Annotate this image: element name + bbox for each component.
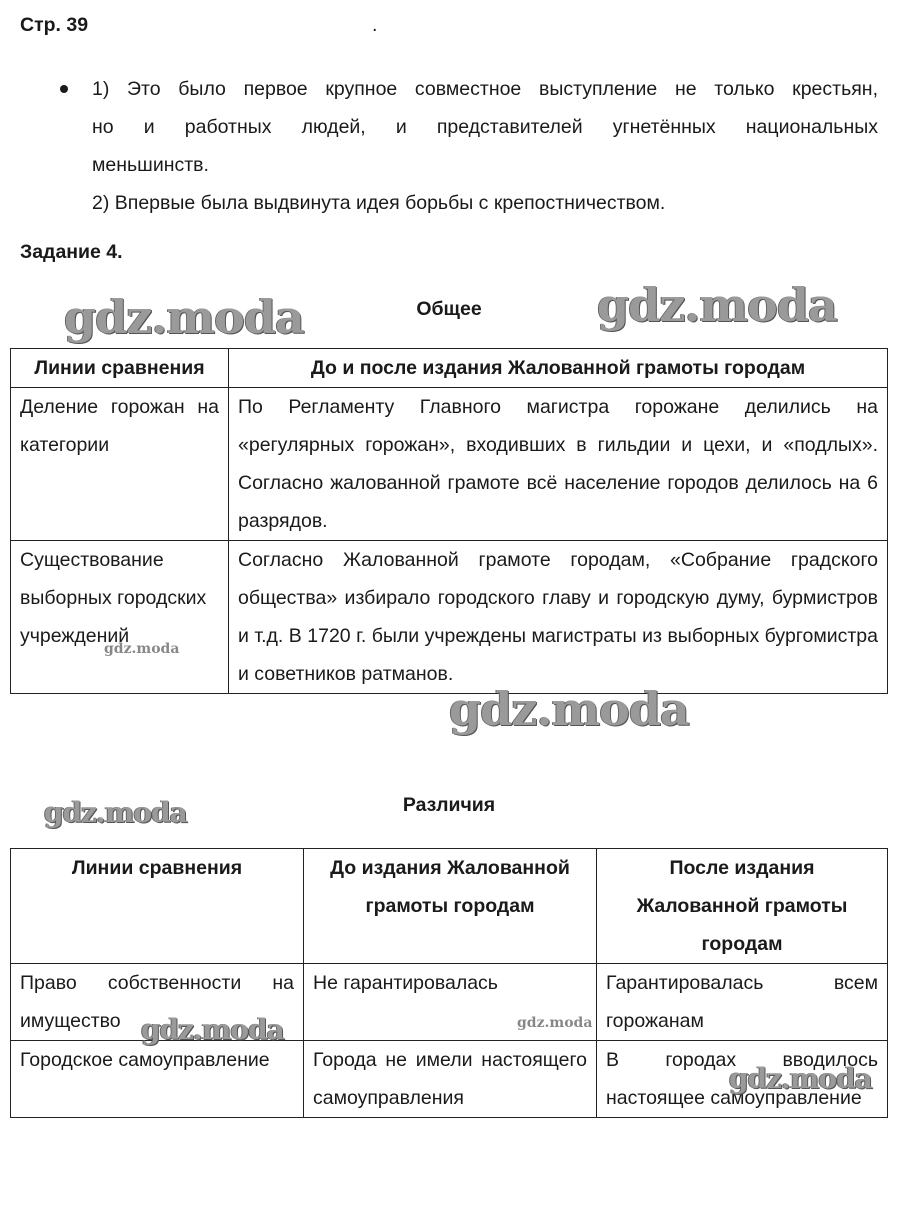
common-section-title: Общее — [416, 298, 482, 320]
watermark: gdz.moda — [449, 682, 689, 736]
list-item — [56, 70, 878, 222]
header-cell-comparison-line: Линии сравнения — [11, 849, 304, 964]
answer-bullet-list — [56, 70, 878, 222]
watermark: gdz.moda — [597, 278, 837, 332]
watermark: gdz.moda — [64, 290, 304, 344]
stray-dot-mark: . — [372, 14, 378, 36]
header-cell-before-after: До и после издания Жалованной грамоты городам — [229, 349, 888, 388]
table-row — [11, 388, 888, 541]
differences-section-title: Различия — [402, 794, 496, 816]
watermark: gdz.moda — [729, 1062, 872, 1095]
table-header-row — [11, 349, 888, 388]
page-number-label: Стр. 39 — [20, 14, 89, 36]
bullet-dot-icon — [60, 85, 68, 93]
watermark: gdz.moda — [141, 1013, 284, 1046]
comparison-line-cell: Существование выборных городских учреждений — [11, 541, 229, 694]
bullet-line: 1) Это было первое крупное совместное выступление не только крестьян, — [92, 78, 878, 100]
after-cell: Гарантировалась всем горожанам — [597, 964, 888, 1041]
watermark: gdz.moda — [517, 1015, 593, 1031]
table-row — [11, 541, 888, 694]
watermark: gdz.moda — [44, 796, 187, 829]
bullet-line: 2) Впервые была выдвинута идея борьбы с крепостничеством. — [92, 192, 666, 214]
description-cell: По Регламенту Главного магистра горожане делились на «регулярных горожан», входивших в гильдии и цехи, и «подлых». Согласно жалованной грамоте всё население городов делилось на 6 разрядов. — [229, 388, 888, 541]
before-cell: Города не имели настоящего самоуправления — [304, 1041, 597, 1118]
header-cell-comparison-line: Линии сравнения — [11, 349, 229, 388]
after-cell: В городах вводилось настоящее самоуправление — [597, 1041, 888, 1118]
description-cell: Согласно Жалованной грамоте городам, «Собрание градского общества» избирало городского главу и городскую думу, бурмистров и т.д. В 1720 г. были учреждены магистраты из выборных бургомистра и советников ратманов. — [229, 541, 888, 694]
before-cell: Не гарантировалась — [304, 964, 597, 1041]
header-cell-before: До издания Жалованной грамоты городам — [304, 849, 597, 964]
comparison-line-cell: Городское самоуправление — [11, 1041, 304, 1118]
header-cell-after: После издания Жалованной грамоты городам — [597, 849, 888, 964]
bullet-line: но и работных людей, и представителей угнетённых национальных — [92, 116, 878, 138]
comparison-line-cell: Деление горожан на категории — [11, 388, 229, 541]
table-header-row — [11, 849, 888, 964]
bullet-line: меньшинств. — [92, 154, 209, 176]
task-title: Задание 4. — [20, 241, 123, 263]
watermark: gdz.moda — [104, 641, 180, 657]
comparison-line-cell: Право собственности на имущество — [11, 964, 304, 1041]
